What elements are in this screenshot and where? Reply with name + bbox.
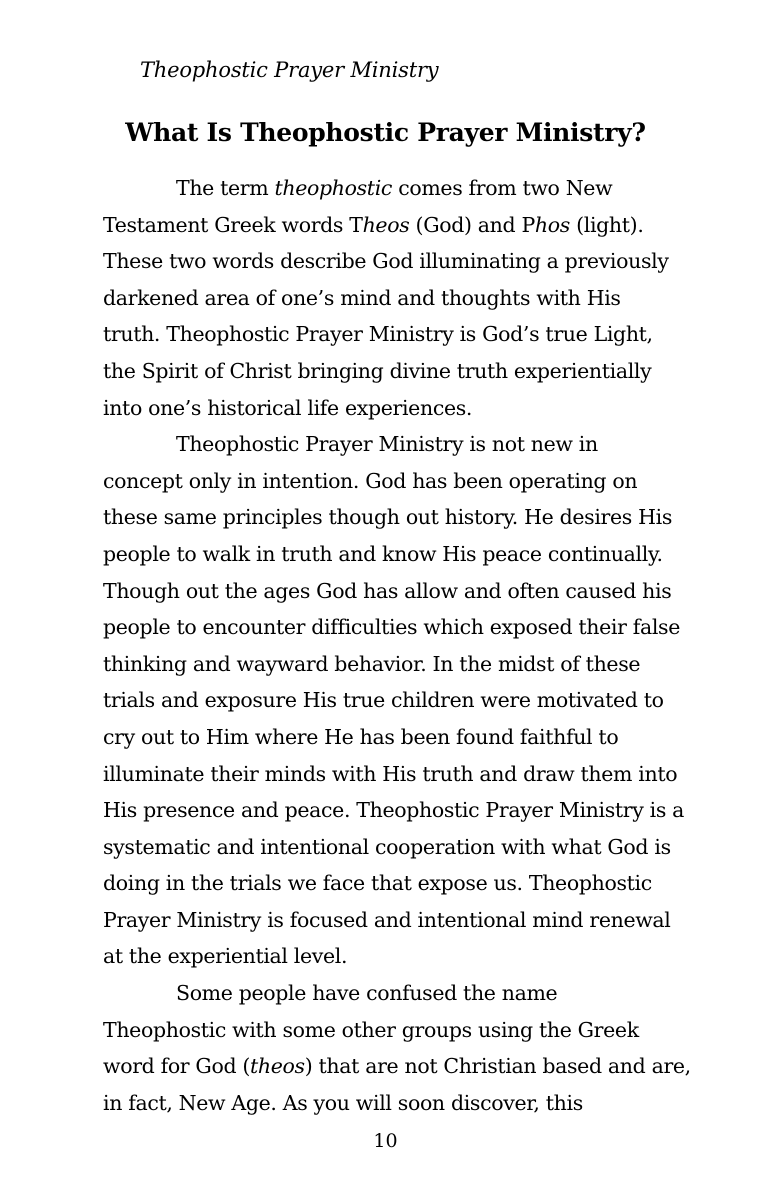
- text-run: Testament Greek words T: [103, 212, 363, 237]
- text-line: [103, 280, 683, 317]
- text-run: illuminate their minds with His truth and draw them into: [103, 761, 678, 786]
- text-line: [103, 646, 683, 683]
- body-text: [103, 170, 691, 1121]
- text-line: [103, 463, 683, 500]
- italic-word: hos: [534, 212, 570, 237]
- text-line: [103, 1085, 683, 1122]
- text-run: Prayer Ministry is focused and intentional mind renewal: [103, 907, 671, 932]
- chapter-title: What Is Theophostic Prayer Ministry?: [125, 118, 646, 147]
- text-line: [103, 1048, 691, 1085]
- text-line: [103, 243, 683, 280]
- text-run: people to encounter difficulties which exposed their false: [103, 615, 681, 640]
- text-run: thinking and wayward behavior. In the midst of these: [103, 651, 641, 676]
- text-run: (God) and P: [409, 212, 535, 237]
- text-line: [103, 829, 683, 866]
- text-run: ) that are not Christian based and are,: [304, 1054, 691, 1079]
- text-line: [103, 756, 683, 793]
- text-run: in fact, New Age. As you will soon discover, this: [103, 1090, 583, 1115]
- text-run: concept only in intention. God has been operating on: [103, 468, 638, 493]
- text-run: His presence and peace. Theophostic Prayer Ministry is a: [103, 798, 685, 823]
- italic-word: heos: [362, 212, 410, 237]
- text-run: these same principles though out history. He desires His: [103, 505, 672, 530]
- text-run: The term: [176, 176, 275, 200]
- text-run: cry out to Him where He has been found faithful to: [103, 724, 619, 749]
- text-line: [103, 536, 683, 573]
- text-run: (light).: [569, 212, 644, 237]
- text-line: [103, 353, 683, 390]
- text-run: at the experiential level.: [103, 944, 348, 969]
- text-line: [103, 316, 683, 353]
- text-run: people to walk in truth and know His peace continually.: [103, 541, 663, 566]
- text-run: doing in the trials we face that expose us. Theophostic: [103, 871, 652, 896]
- text-line: [103, 938, 683, 975]
- text-run: comes from two New: [392, 176, 613, 200]
- text-run: These two words describe God illuminating a previously: [103, 249, 669, 274]
- italic-word: theophostic: [274, 176, 393, 200]
- text-run: trials and exposure His true children were motivated to: [103, 688, 664, 713]
- text-line: [103, 719, 683, 756]
- text-line: [103, 865, 683, 902]
- text-line: [103, 573, 683, 610]
- text-run: Theophostic Prayer Ministry is not new in: [176, 432, 598, 457]
- text-line: [103, 426, 683, 463]
- text-line: [103, 682, 683, 719]
- text-line: [103, 975, 683, 1012]
- running-header: Theophostic Prayer Ministry: [140, 58, 439, 82]
- text-run: systematic and intentional cooperation with what God is: [103, 834, 671, 859]
- text-run: Though out the ages God has allow and often caused his: [103, 578, 672, 603]
- text-run: truth. Theophostic Prayer Ministry is God’s true Light,: [103, 322, 653, 347]
- text-line: [103, 902, 683, 939]
- text-run: Some people have confused the name: [176, 981, 558, 1006]
- text-line: [103, 207, 683, 244]
- text-line: [103, 499, 683, 536]
- text-line: [103, 792, 683, 829]
- text-run: into one’s historical life experiences.: [103, 395, 473, 420]
- italic-word: theos: [250, 1054, 305, 1079]
- text-run: the Spirit of Christ bringing divine truth experientially: [103, 358, 652, 383]
- text-line: [103, 170, 683, 207]
- page-number: 10: [373, 1130, 398, 1152]
- text-run: word for God (: [103, 1054, 251, 1079]
- text-line: [103, 609, 683, 646]
- text-line: [103, 390, 683, 427]
- text-run: Theophostic with some other groups using the Greek: [103, 1017, 639, 1042]
- text-run: darkened area of one’s mind and thoughts with His: [103, 285, 621, 310]
- text-line: [103, 1012, 683, 1049]
